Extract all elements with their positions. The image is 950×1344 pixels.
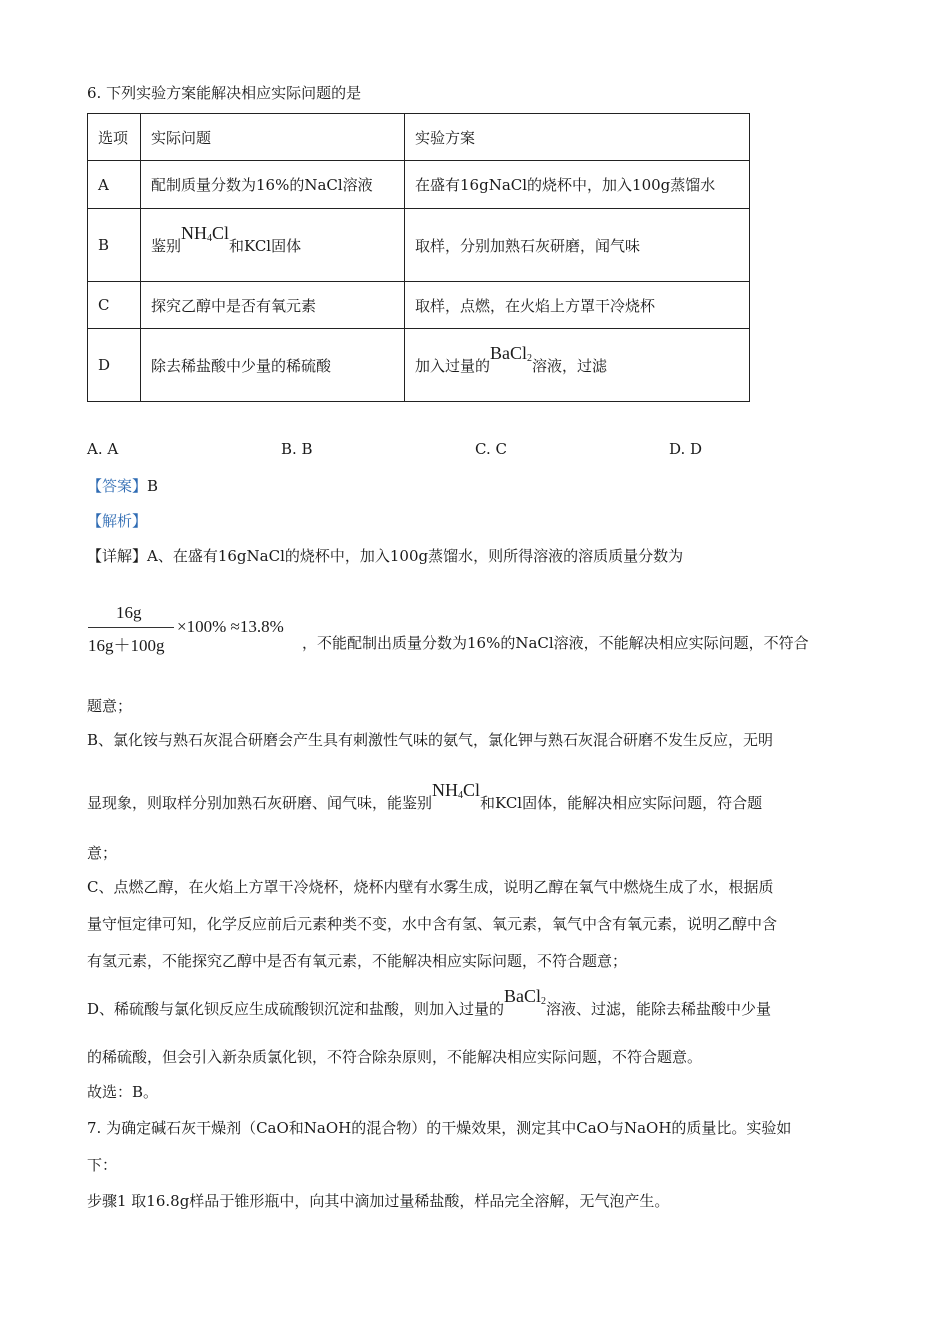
- conclusion: 故选：B。: [87, 1083, 159, 1101]
- problem-suffix: 和KCl固体: [229, 236, 302, 255]
- row-plan: 在盛有16gNaCl的烧杯中，加入100g蒸馏水: [405, 161, 750, 209]
- row-option: A: [88, 161, 141, 209]
- fraction-bar: [88, 627, 174, 628]
- question-7-line2: 下：: [87, 1156, 118, 1174]
- header-option: 选项: [88, 114, 141, 161]
- problem-prefix: 鉴别: [151, 236, 182, 255]
- analysis-tag: 【解析】: [87, 512, 148, 530]
- detail-d-line1: D、稀硫酸与氯化钡反应生成硫酸钡沉淀和盐酸，则加入过量的BaCl$_2$溶液、过滤，能除去稀盐酸中少量: [87, 986, 772, 1018]
- choice-a: A. A: [87, 440, 119, 458]
- question-7-step1: 步骤1 取16.8g样品于锥形瓶中，向其中滴加过量稀盐酸，样品完全溶解，无气泡产生。: [87, 1192, 670, 1210]
- row-plan: 取样，分别加熟石灰研磨，闻气味: [405, 209, 750, 282]
- header-problem: 实际问题: [141, 114, 405, 161]
- detail-tag: 【详解】: [87, 547, 148, 565]
- detail-b-line3: 意；: [87, 844, 118, 862]
- answer-tag: 【答案】: [87, 477, 148, 495]
- detail-c-line3: 有氢元素，不能探究乙醇中是否有氧元素，不能解决相应实际问题，不符合题意；: [87, 952, 628, 970]
- row-plan: 取样，点燃，在火焰上方罩干冷烧杯: [405, 282, 750, 329]
- choice-b: B. B: [281, 440, 313, 458]
- row-problem: 除去稀盐酸中少量的稀硫酸: [141, 329, 405, 402]
- detail-b-line2: 显现象，则取样分别加熟石灰研磨、闻气味，能鉴别$NH_4Cl$和KCl固体，能解决相应实际问题，符合题: [87, 780, 763, 812]
- row-problem: [141, 209, 405, 282]
- formula-bacl2: BaCl$_2$: [504, 986, 547, 1007]
- table-row: [88, 329, 750, 402]
- detail-a-line2: ，不能配制出质量分数为16%的NaCl溶液，不能解决相应实际问题，不符合: [302, 634, 809, 652]
- row-plan: [405, 329, 750, 402]
- detail-a-line1: 【详解】A、在盛有16gNaCl的烧杯中，加入100g蒸馏水，则所得溶液的溶质质量分数为: [87, 547, 684, 565]
- fraction-denominator: 16g＋100g: [88, 636, 165, 655]
- fraction-numerator: 16g: [116, 603, 142, 622]
- formula-bacl2: BaCl$_2$: [490, 342, 533, 364]
- detail-a-line3: 题意；: [87, 697, 133, 715]
- table-row: [88, 282, 750, 329]
- row-option: D: [88, 329, 141, 402]
- choice-c: C. C: [475, 440, 507, 458]
- detail-c-line2: 量守恒定律可知，化学反应前后元素种类不变，水中含有氢、氧元素，氧气中含有氧元素，说明乙醇中含: [87, 915, 778, 933]
- table-row: [88, 161, 750, 209]
- row-problem: 配制质量分数为16%的NaCl溶液: [141, 161, 405, 209]
- table-row: [88, 209, 750, 282]
- question-7-line1: 7. 为确定碱石灰干燥剂（CaO和NaOH的混合物）的干燥效果，测定其中CaO与NaOH的质量比。实验如: [87, 1119, 792, 1137]
- formula-nh4cl: $NH_4Cl$: [181, 222, 230, 244]
- detail-c-line1: C、点燃乙醇，在火焰上方罩干冷烧杯，烧杯内壁有水雾生成，说明乙醇在氧气中燃烧生成了水，根据质: [87, 878, 774, 896]
- row-problem: 探究乙醇中是否有氧元素: [141, 282, 405, 329]
- fraction-result: ×100% ≈13.8%: [177, 617, 284, 636]
- detail-b-line1: B、氯化铵与熟石灰混合研磨会产生具有刺激性气味的氨气，氯化钾与熟石灰混合研磨不发生反应，无明: [87, 731, 774, 749]
- choice-d: D. D: [669, 440, 703, 458]
- row-option: B: [88, 209, 141, 282]
- plan-prefix: 加入过量的: [415, 356, 491, 375]
- question-6-table: [87, 113, 750, 402]
- answer-value: B: [147, 477, 159, 495]
- formula-nh4cl: $NH_4Cl$: [432, 780, 481, 801]
- header-plan: 实验方案: [405, 114, 750, 161]
- answer-line: [87, 475, 158, 496]
- question-6-title: 6. 下列实验方案能解决相应实际问题的是: [87, 84, 362, 102]
- row-option: C: [88, 282, 141, 329]
- plan-suffix: 溶液，过滤: [532, 356, 608, 375]
- table-header-row: [88, 114, 750, 161]
- detail-d-line2: 的稀硫酸，但会引入新杂质氯化钡，不符合除杂原则，不能解决相应实际问题，不符合题意。: [87, 1048, 703, 1066]
